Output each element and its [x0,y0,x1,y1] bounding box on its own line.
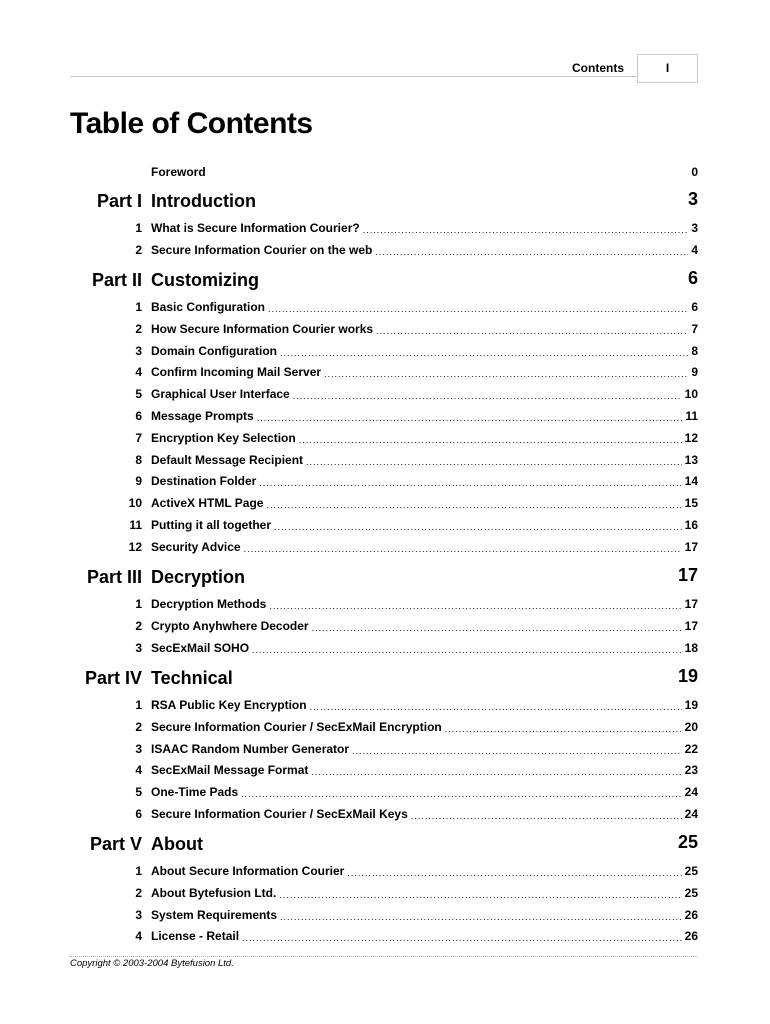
dot-leader [279,890,681,900]
dot-leader [266,500,681,510]
dot-leader [306,457,682,467]
entry-title: How Secure Information Courier works [151,322,374,336]
entry-title: Putting it all together [151,518,271,532]
dot-leader [280,348,688,358]
entry-title: About Secure Information Courier [151,864,345,878]
entry-number: 3 [135,742,142,756]
dot-leader [324,369,688,379]
entry-title: Encryption Key Selection [151,431,296,445]
dot-leader [445,724,682,734]
entry-page: 17 [684,619,698,633]
toc-entry[interactable] [151,763,698,777]
toc-entry[interactable] [151,300,698,314]
entry-number: 11 [129,518,142,532]
entry-title: ISAAC Random Number Generator [151,742,350,756]
entry-title: SecExMail SOHO [151,641,250,655]
entry-number: 3 [135,908,142,922]
entry-page: 19 [684,698,698,712]
entry-page: 16 [684,518,698,532]
entry-title: Secure Information Courier / SecExMail Keys [151,807,408,821]
footer-copyright: Copyright © 2003-2004 Bytefusion Ltd. [70,958,234,969]
entry-title: Security Advice [151,540,241,554]
footer-rule [70,956,698,957]
entry-title: Decryption Methods [151,597,267,611]
dot-leader [299,435,682,445]
entry-title: Graphical User Interface [151,387,290,401]
entry-number: 1 [135,864,142,878]
toc-entry[interactable] [151,540,698,554]
entry-title: System Requirements [151,908,278,922]
part-title[interactable]: Technical [151,668,233,688]
entry-page: 23 [684,763,698,777]
entry-page: 26 [684,929,698,943]
entry-number: 2 [135,322,142,336]
entry-page: 25 [684,864,698,878]
dot-leader [363,225,689,235]
dot-leader [241,789,682,799]
toc-entry[interactable] [151,641,698,655]
entry-number: 1 [135,221,142,235]
foreword-page: 0 [691,165,698,179]
toc-entry[interactable] [151,908,698,922]
entry-page: 8 [691,344,698,358]
dot-leader [244,544,682,554]
entry-title: Domain Configuration [151,344,277,358]
entry-number: 1 [135,300,142,314]
part-page: 3 [687,189,698,209]
toc-entry[interactable] [151,864,698,878]
dot-leader [252,645,682,655]
entry-page: 14 [684,474,698,488]
entry-number: 10 [128,496,142,510]
entry-number: 5 [135,387,142,401]
toc-foreword[interactable] [151,165,698,179]
entry-number: 4 [135,763,142,777]
entry-title: What is Secure Information Courier? [151,221,360,235]
toc-entry[interactable] [151,518,698,532]
dot-leader [268,304,688,314]
header-section-title: Contents [572,61,624,75]
entry-page: 13 [684,453,698,467]
toc-entry[interactable] [151,365,698,379]
entry-page: 24 [684,785,698,799]
part-label: Part I [96,191,142,211]
entry-title: Secure Information Courier on the web [151,243,373,257]
toc-entry[interactable] [151,344,698,358]
entry-number: 12 [128,540,142,554]
dot-leader [280,912,682,922]
dot-leader [269,601,681,611]
entry-title: Default Message Recipient [151,453,304,467]
entry-page: 4 [691,243,698,257]
entry-page: 12 [684,431,698,445]
dot-leader [257,413,683,423]
entry-title: License - Retail [151,929,240,943]
entry-number: 8 [135,453,142,467]
part-page: 6 [687,268,698,288]
part-label: Part II [91,270,142,290]
entry-page: 6 [691,300,698,314]
toc-entry[interactable] [151,619,698,633]
entry-number: 7 [135,431,142,445]
entry-page: 26 [684,908,698,922]
entry-page: 11 [685,409,698,423]
dot-leader [259,478,681,488]
entry-page: 17 [684,540,698,554]
dot-leader [347,868,681,878]
dot-leader [293,391,682,401]
toc-entry[interactable] [151,409,698,423]
dot-leader [376,326,688,336]
entry-number: 2 [135,243,142,257]
entry-number: 3 [135,641,142,655]
dot-leader [310,702,682,712]
toc-entry[interactable] [151,243,698,257]
entry-title: About Bytefusion Ltd. [151,886,277,900]
entry-title: Message Prompts [151,409,254,423]
entry-number: 5 [135,785,142,799]
part-title[interactable]: Decryption [151,567,246,587]
entry-number: 6 [135,807,142,821]
toc-entry[interactable] [151,785,698,799]
part-label: Part III [86,567,142,587]
entry-title: Secure Information Courier / SecExMail Encryption [151,720,442,734]
entry-number: 9 [135,474,142,488]
entry-page: 22 [684,742,698,756]
entry-number: 4 [135,365,142,379]
foreword-label: Foreword [151,165,206,179]
entry-number: 1 [135,597,142,611]
entry-page: 15 [684,496,698,510]
entry-number: 2 [135,886,142,900]
toc-entry[interactable] [151,387,698,401]
entry-number: 2 [135,619,142,633]
entry-title: SecExMail Message Format [151,763,309,777]
entry-title: Destination Folder [151,474,257,488]
toc-entry[interactable] [151,474,698,488]
entry-page: 25 [684,886,698,900]
toc-entry[interactable] [151,431,698,445]
entry-page: 20 [684,720,698,734]
toc-entry[interactable] [151,807,698,821]
toc-entry[interactable] [151,322,698,336]
header-rule [70,76,637,77]
entry-page: 17 [684,597,698,611]
entry-number: 2 [135,720,142,734]
entry-page: 10 [684,387,698,401]
entry-page: 3 [691,221,698,235]
entry-title: One-Time Pads [151,785,239,799]
entry-title: Basic Configuration [151,300,266,314]
toc-entry[interactable] [151,698,698,712]
part-label: Part IV [84,668,142,688]
entry-title: Crypto Anyhwhere Decoder [151,619,309,633]
part-title[interactable]: Introduction [151,191,256,211]
dot-leader [274,522,682,532]
part-page: 19 [677,666,698,686]
part-title[interactable]: About [151,834,203,854]
entry-number: 6 [135,409,142,423]
toc-entry[interactable] [151,597,698,611]
entry-page: 9 [691,365,698,379]
entry-page: 18 [684,641,698,655]
dot-leader [411,811,682,821]
page-title: Table of Contents [70,107,313,140]
part-page: 25 [677,832,698,852]
toc-entry[interactable] [151,742,698,756]
entry-number: 1 [135,698,142,712]
toc-entry[interactable] [151,886,698,900]
dot-leader [242,933,682,943]
entry-title: ActiveX HTML Page [151,496,264,510]
dot-leader [352,746,682,756]
header-page-number: I [665,61,670,75]
entry-number: 3 [135,344,142,358]
entry-title: Confirm Incoming Mail Server [151,365,322,379]
dot-leader [311,767,681,777]
part-label: Part V [89,834,142,854]
part-page: 17 [677,565,698,585]
dot-leader [375,247,688,257]
entry-title: RSA Public Key Encryption [151,698,307,712]
toc-entry[interactable] [151,496,698,510]
part-title[interactable]: Customizing [151,270,259,290]
entry-page: 24 [684,807,698,821]
toc-entry[interactable] [151,720,698,734]
toc-entry[interactable] [151,453,698,467]
dot-leader [312,623,682,633]
entry-number: 4 [135,929,142,943]
toc-entry[interactable] [151,221,698,235]
entry-page: 7 [691,322,698,336]
toc-entry[interactable] [151,929,698,943]
